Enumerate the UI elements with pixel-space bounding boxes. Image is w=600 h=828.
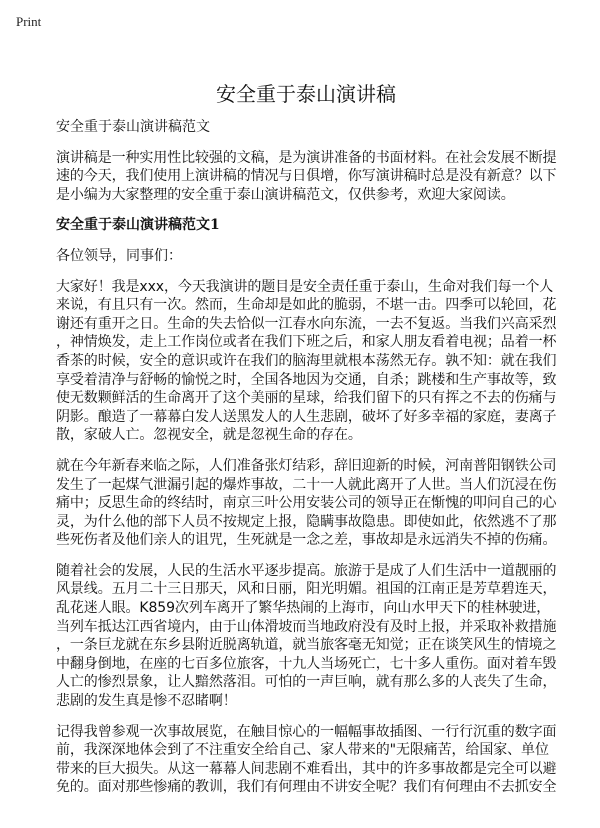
- text-line: 散，家破人亡。忽视安全，就是忽视生命的存在。: [56, 427, 362, 444]
- text-line: 香茶的时候，安全的意识或许在我们的脑海里就根本荡然无存。孰不知：就在我们: [56, 352, 557, 369]
- text-line: 谢还有重开之日。生命的失去恰似一江春水向东流，一去不复返。当我们兴高采烈: [56, 315, 557, 332]
- text-line: ，神情焕发，走上工作岗位或者在我们下班之后，和家人朋友看着电视；品着一杯: [56, 334, 557, 351]
- text-line: 带来的巨大损失。从这一幕幕人间悲剧不难看出，其中的许多事故都是完全可以避: [56, 760, 557, 777]
- intro-paragraph: [56, 149, 556, 205]
- page-title: 安全重于泰山演讲稿: [216, 82, 396, 106]
- text-line: 痛中；反思生命的终结时，南京三叶公用安装公司的领导正在惭愧的叩问自己的心: [56, 495, 557, 512]
- text-line: 人亡的惨烈景象，让人黯然落泪。可怕的一声巨响，就有那么多的人丧失了生命，: [56, 674, 557, 691]
- body-paragraph: [56, 723, 556, 797]
- body-paragraph: [56, 278, 556, 445]
- text-line: 中翻身倒地，在座的七百多位旅客，十九人当场死亡，七十多人重伤。面对着车毁: [56, 655, 557, 672]
- body-paragraph: [56, 562, 556, 711]
- text-line: 使无数颗鲜活的生命离开了这个美丽的星球，给我们留下的只有挥之不去的伤痛与: [56, 390, 557, 407]
- print-link[interactable]: Print: [16, 14, 42, 29]
- text-line: 随着社会的发展，人民的生活水平逐步提高。旅游于是成了人们生活中一道靓丽的: [56, 562, 557, 579]
- text-line: 些死伤者及他们亲人的诅咒，生死就是一念之差，事故却是永远消失不掉的伤痛。: [56, 532, 557, 549]
- text-line: 是小编为大家整理的安全重于泰山演讲稿范文，仅供参考，欢迎大家阅读。: [56, 186, 515, 203]
- text-line: 来说，有且只有一次。然而，生命却是如此的脆弱，不堪一击。四季可以轮回，花: [56, 297, 557, 314]
- text-line: 发生了一起煤气泄漏引起的爆炸事故，二十一人就此离开了人世。当人们沉浸在伤: [56, 476, 557, 493]
- text-line: 记得我曾参观一次事故展览，在触目惊心的一幅幅事故插图、一行行沉重的数字面: [56, 723, 557, 740]
- text-line: 前，我深深地体会到了不注重安全给自己、家人带来的"无限痛苦，给国家、单位: [56, 742, 549, 759]
- greeting: 各位领导，同事们：: [56, 247, 182, 264]
- document-body: [56, 80, 556, 809]
- text-line: 演讲稿是一种实用性比较强的文稿，是为演讲准备的书面材料。在社会发展不断提: [56, 149, 557, 166]
- text-line: 乱花迷人眼。K859次列车离开了繁华热闹的上海市，向山水甲天下的桂林驶进，: [56, 600, 551, 617]
- text-line: 免的。面对那些惨痛的教训，我们有何理由不讲安全呢？我们有何理由不去抓安全: [56, 779, 557, 796]
- text-line: 大家好！我是xxx，今天我演讲的题目是安全责任重于泰山，生命对我们每一个人: [56, 278, 554, 295]
- text-line: 就在今年新春来临之际，人们准备张灯结彩，辞旧迎新的时候，河南普阳钢铁公司: [56, 457, 557, 474]
- text-line: 悲剧的发生真是惨不忍睹啊！: [56, 693, 237, 710]
- text-line: 阴影。酿造了一幕幕白发人送黑发人的人生悲剧，破坏了好多幸福的家庭，妻离子: [56, 408, 557, 425]
- text-line: 风景线。五月二十三日那天，风和日丽，阳光明媚。祖国的江南正是芳草碧连天，: [56, 581, 557, 598]
- text-line: 速的今天，我们使用上演讲稿的情况与日俱增，你写演讲稿时总是没有新意？以下: [56, 168, 557, 185]
- text-line: 当列车抵达江西省境内，由于山体滑坡而当地政府没有及时上报，并采取补救措施: [56, 618, 557, 635]
- document-subtitle: 安全重于泰山演讲稿范文: [56, 119, 210, 135]
- text-line: 享受着清净与舒畅的愉悦之时，全国各地因为交通，自杀；跳楼和生产事故等，致: [56, 371, 557, 388]
- text-line: ，一条巨龙就在东乡县附近脱离轨道，就当旅客毫无知觉；正在谈笑风生的情境之: [56, 637, 557, 654]
- body-paragraph: [56, 457, 556, 550]
- text-line: 灵，为什么他的部下人员不按规定上报，隐瞒事故隐患。即使如此，依然逃不了那: [56, 513, 557, 530]
- section-heading: 安全重于泰山演讲稿范文1: [56, 217, 220, 234]
